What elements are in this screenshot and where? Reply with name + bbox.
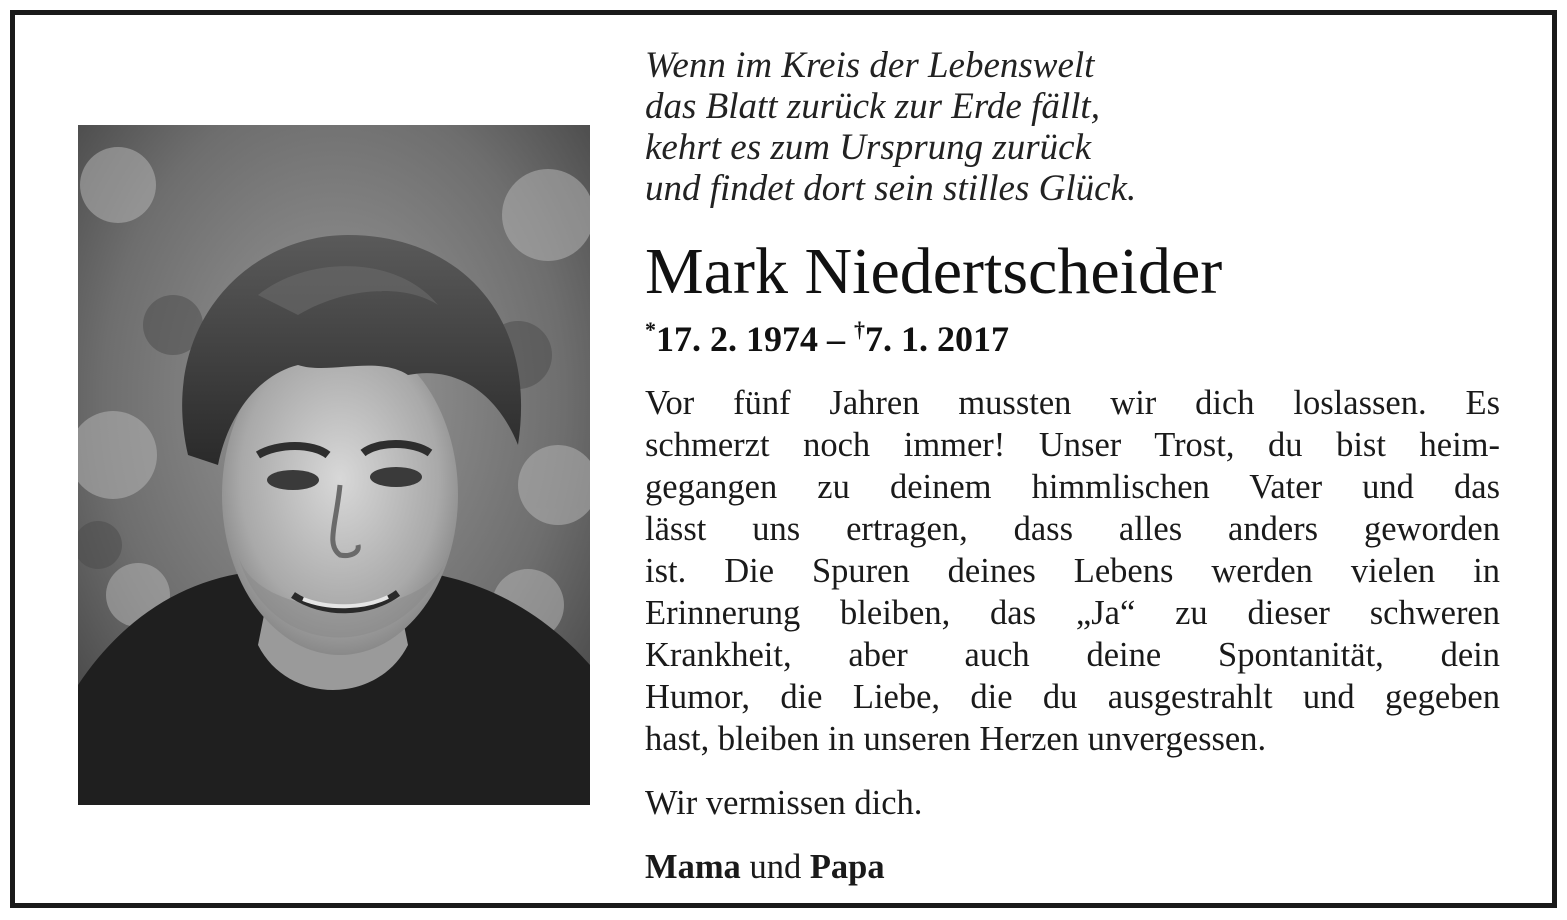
poem-line: kehrt es zum Ursprung zurück — [645, 127, 1092, 168]
signature-papa: Papa — [809, 848, 885, 886]
closing-line: Wir vermissen dich. — [645, 784, 923, 822]
date-separator: – — [818, 319, 854, 359]
birth-date: 17. 2. 1974 — [656, 319, 818, 359]
deceased-name: Mark Niedertscheider — [645, 235, 1223, 308]
signature-conjunction: und — [740, 848, 810, 886]
message-line: lässt uns ertragen, dass alles anders geworden — [645, 510, 1500, 548]
message-line: hast, bleiben in unseren Herzen unvergessen. — [645, 720, 1267, 758]
memorial-message — [645, 382, 1500, 760]
poem-line: das Blatt zurück zur Erde fällt, — [645, 86, 1100, 127]
message-line: schmerzt noch immer! Unser Trost, du bist heim- — [645, 426, 1500, 464]
message-line: Erinnerung bleiben, das „Ja“ zu dieser schweren — [645, 594, 1500, 632]
signature — [645, 846, 1500, 888]
death-date: 7. 1. 2017 — [865, 319, 1009, 359]
message-line: gegangen zu deinem himmlischen Vater und das — [645, 468, 1500, 506]
obituary-text — [645, 45, 1500, 888]
poem-line: Wenn im Kreis der Lebenswelt — [645, 45, 1095, 86]
poem-line: und findet dort sein stilles Glück. — [645, 168, 1137, 209]
memorial-poem — [645, 45, 1500, 209]
life-dates — [645, 309, 1500, 360]
message-line: Vor fünf Jahren mussten wir dich loslassen. Es — [645, 384, 1500, 422]
message-line: ist. Die Spuren deines Lebens werden vielen in — [645, 552, 1500, 590]
death-cross-icon: † — [854, 317, 865, 342]
birth-star-icon: * — [645, 317, 656, 342]
portrait-photo-image — [78, 125, 590, 805]
signature-mama: Mama — [645, 848, 741, 886]
obituary-frame — [10, 10, 1557, 908]
message-line: Krankheit, aber auch deine Spontanität, dein — [645, 636, 1500, 674]
message-line: Humor, die Liebe, die du ausgestrahlt und gegeben — [645, 678, 1500, 716]
portrait-photo — [78, 125, 590, 805]
